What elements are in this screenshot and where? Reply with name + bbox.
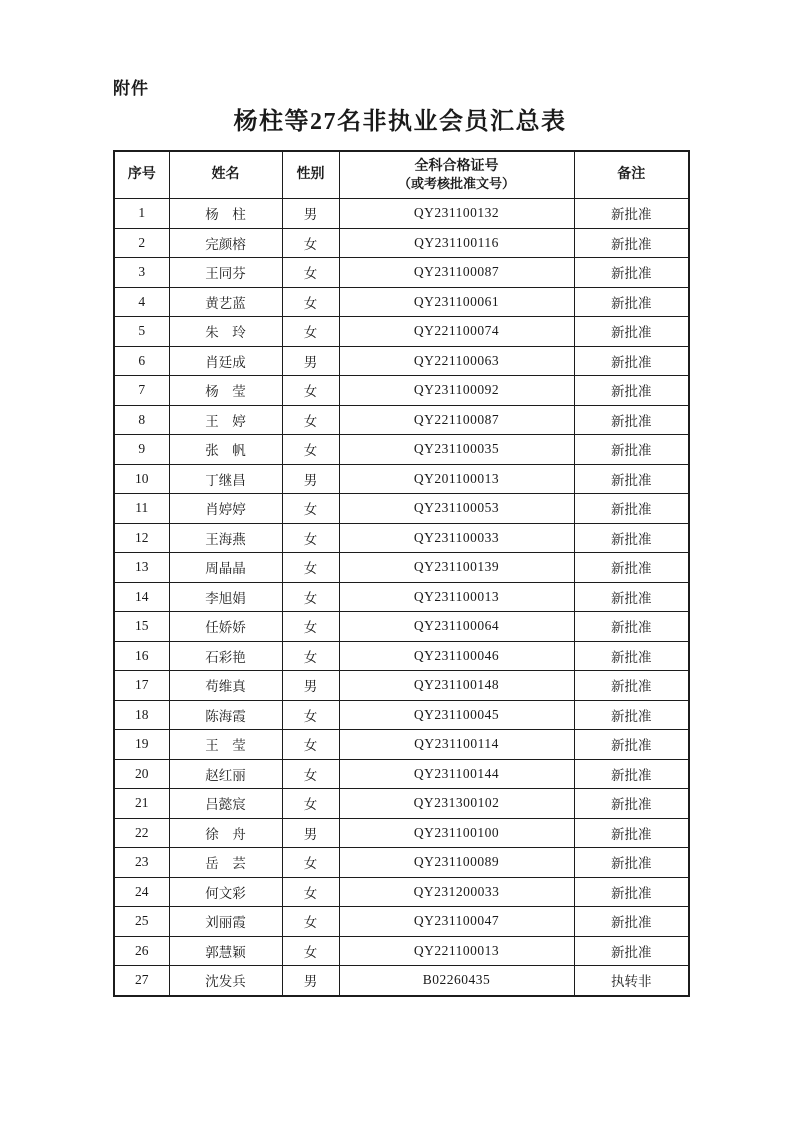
cell-remark: 新批准 <box>574 641 689 671</box>
cell-name: 王海燕 <box>169 523 282 553</box>
cell-name: 徐 舟 <box>169 818 282 848</box>
table-row <box>114 759 689 789</box>
cell-name: 杨 柱 <box>169 199 282 229</box>
cell-gender: 女 <box>282 523 339 553</box>
cell-cert: QY231100035 <box>339 435 574 465</box>
cell-no: 7 <box>114 376 169 406</box>
cell-gender: 女 <box>282 936 339 966</box>
cell-no: 13 <box>114 553 169 583</box>
cell-no: 8 <box>114 405 169 435</box>
table-row <box>114 199 689 229</box>
cell-remark: 新批准 <box>574 848 689 878</box>
cell-remark: 新批准 <box>574 405 689 435</box>
cell-cert: QY231100148 <box>339 671 574 701</box>
cell-gender: 女 <box>282 612 339 642</box>
cell-no: 6 <box>114 346 169 376</box>
member-table-container <box>113 150 690 997</box>
cell-cert: QY231100132 <box>339 199 574 229</box>
cell-gender: 男 <box>282 671 339 701</box>
table-row <box>114 612 689 642</box>
cell-remark: 新批准 <box>574 553 689 583</box>
table-row <box>114 936 689 966</box>
cell-gender: 女 <box>282 494 339 524</box>
cell-name: 肖廷成 <box>169 346 282 376</box>
cell-no: 1 <box>114 199 169 229</box>
table-row <box>114 494 689 524</box>
cell-no: 14 <box>114 582 169 612</box>
cell-cert: QY231100047 <box>339 907 574 937</box>
cell-remark: 新批准 <box>574 523 689 553</box>
table-row <box>114 346 689 376</box>
table-row <box>114 966 689 996</box>
cell-remark: 新批准 <box>574 877 689 907</box>
cell-no: 19 <box>114 730 169 760</box>
cell-gender: 女 <box>282 641 339 671</box>
table-row <box>114 553 689 583</box>
cell-no: 23 <box>114 848 169 878</box>
member-table <box>113 150 690 997</box>
cell-gender: 女 <box>282 848 339 878</box>
cell-no: 20 <box>114 759 169 789</box>
cell-cert: QY231100013 <box>339 582 574 612</box>
cell-cert: QY221100013 <box>339 936 574 966</box>
cell-gender: 女 <box>282 317 339 347</box>
cell-remark: 新批准 <box>574 199 689 229</box>
cell-name: 苟维真 <box>169 671 282 701</box>
header-cert-line2: （或考核批准文号） <box>397 175 515 191</box>
cell-name: 黄艺蓝 <box>169 287 282 317</box>
cell-name: 张 帆 <box>169 435 282 465</box>
cell-remark: 新批准 <box>574 730 689 760</box>
cell-name: 赵红丽 <box>169 759 282 789</box>
cell-cert: QY221100063 <box>339 346 574 376</box>
cell-cert: QY231100087 <box>339 258 574 288</box>
cell-cert: QY231100033 <box>339 523 574 553</box>
cell-remark: 新批准 <box>574 435 689 465</box>
header-no: 序号 <box>114 151 169 199</box>
cell-gender: 女 <box>282 258 339 288</box>
table-row <box>114 317 689 347</box>
cell-gender: 女 <box>282 376 339 406</box>
cell-name: 任娇娇 <box>169 612 282 642</box>
cell-name: 李旭娟 <box>169 582 282 612</box>
header-cert <box>339 151 574 199</box>
cell-gender: 女 <box>282 287 339 317</box>
table-row <box>114 258 689 288</box>
cell-no: 9 <box>114 435 169 465</box>
cell-gender: 女 <box>282 700 339 730</box>
cell-no: 27 <box>114 966 169 996</box>
cell-name: 石彩艳 <box>169 641 282 671</box>
cell-cert: QY231100089 <box>339 848 574 878</box>
cell-remark: 新批准 <box>574 582 689 612</box>
cell-cert: QY231100116 <box>339 228 574 258</box>
header-row <box>114 151 689 199</box>
cell-gender: 女 <box>282 730 339 760</box>
cell-no: 2 <box>114 228 169 258</box>
cell-no: 17 <box>114 671 169 701</box>
cell-gender: 女 <box>282 228 339 258</box>
cell-name: 丁继昌 <box>169 464 282 494</box>
cell-no: 4 <box>114 287 169 317</box>
table-row <box>114 877 689 907</box>
table-row <box>114 582 689 612</box>
cell-gender: 女 <box>282 907 339 937</box>
cell-cert: QY221100087 <box>339 405 574 435</box>
cell-no: 11 <box>114 494 169 524</box>
cell-name: 郭慧颖 <box>169 936 282 966</box>
cell-remark: 新批准 <box>574 612 689 642</box>
table-row <box>114 671 689 701</box>
cell-name: 何文彩 <box>169 877 282 907</box>
cell-cert: QY231100045 <box>339 700 574 730</box>
cell-cert: QY221100074 <box>339 317 574 347</box>
table-row <box>114 907 689 937</box>
cell-no: 18 <box>114 700 169 730</box>
cell-remark: 新批准 <box>574 376 689 406</box>
cell-name: 沈发兵 <box>169 966 282 996</box>
cell-no: 3 <box>114 258 169 288</box>
cell-no: 10 <box>114 464 169 494</box>
cell-no: 16 <box>114 641 169 671</box>
cell-remark: 新批准 <box>574 759 689 789</box>
cell-gender: 男 <box>282 818 339 848</box>
table-row <box>114 641 689 671</box>
cell-gender: 女 <box>282 553 339 583</box>
cell-no: 25 <box>114 907 169 937</box>
cell-gender: 男 <box>282 464 339 494</box>
page-title: 杨柱等27名非执业会员汇总表 <box>233 109 567 135</box>
cell-gender: 女 <box>282 405 339 435</box>
cell-cert: QY231100064 <box>339 612 574 642</box>
cell-remark: 执转非 <box>574 966 689 996</box>
cell-remark: 新批准 <box>574 287 689 317</box>
cell-cert: B02260435 <box>339 966 574 996</box>
cell-no: 26 <box>114 936 169 966</box>
cell-no: 12 <box>114 523 169 553</box>
cell-cert: QY231100100 <box>339 818 574 848</box>
cell-gender: 女 <box>282 789 339 819</box>
cell-remark: 新批准 <box>574 346 689 376</box>
cell-cert: QY231100139 <box>339 553 574 583</box>
cell-name: 吕懿宸 <box>169 789 282 819</box>
cell-name: 完颜榕 <box>169 228 282 258</box>
attachment-label: 附件 <box>113 79 149 98</box>
cell-gender: 男 <box>282 346 339 376</box>
cell-remark: 新批准 <box>574 494 689 524</box>
table-row <box>114 464 689 494</box>
cell-cert: QY231300102 <box>339 789 574 819</box>
cell-gender: 男 <box>282 199 339 229</box>
cell-remark: 新批准 <box>574 789 689 819</box>
cell-cert: QY231100092 <box>339 376 574 406</box>
cell-name: 陈海霞 <box>169 700 282 730</box>
cell-no: 24 <box>114 877 169 907</box>
cell-remark: 新批准 <box>574 936 689 966</box>
cell-remark: 新批准 <box>574 671 689 701</box>
cell-cert: QY231100053 <box>339 494 574 524</box>
cell-cert: QY231100144 <box>339 759 574 789</box>
cell-name: 肖婷婷 <box>169 494 282 524</box>
cell-cert: QY231100114 <box>339 730 574 760</box>
header-cert-line1: 全科合格证号 <box>414 158 499 174</box>
cell-no: 21 <box>114 789 169 819</box>
header-name: 姓名 <box>169 151 282 199</box>
table-row <box>114 523 689 553</box>
table-row <box>114 287 689 317</box>
cell-remark: 新批准 <box>574 700 689 730</box>
cell-gender: 女 <box>282 877 339 907</box>
table-row <box>114 700 689 730</box>
cell-name: 周晶晶 <box>169 553 282 583</box>
cell-name: 刘丽霞 <box>169 907 282 937</box>
cell-cert: QY201100013 <box>339 464 574 494</box>
table-row <box>114 376 689 406</box>
table-body <box>114 199 689 996</box>
table-row <box>114 435 689 465</box>
cell-name: 王 婷 <box>169 405 282 435</box>
cell-no: 15 <box>114 612 169 642</box>
cell-remark: 新批准 <box>574 317 689 347</box>
cell-gender: 女 <box>282 582 339 612</box>
cell-gender: 女 <box>282 435 339 465</box>
cell-remark: 新批准 <box>574 464 689 494</box>
table-row <box>114 405 689 435</box>
header-remark: 备注 <box>574 151 689 199</box>
cell-cert: QY231100061 <box>339 287 574 317</box>
cell-gender: 女 <box>282 759 339 789</box>
cell-remark: 新批准 <box>574 818 689 848</box>
cell-no: 22 <box>114 818 169 848</box>
cell-remark: 新批准 <box>574 258 689 288</box>
cell-name: 朱 玲 <box>169 317 282 347</box>
cell-name: 王同芬 <box>169 258 282 288</box>
cell-cert: QY231100046 <box>339 641 574 671</box>
cell-cert: QY231200033 <box>339 877 574 907</box>
table-row <box>114 789 689 819</box>
table-row <box>114 228 689 258</box>
cell-no: 5 <box>114 317 169 347</box>
table-row <box>114 730 689 760</box>
cell-name: 王 莹 <box>169 730 282 760</box>
cell-name: 杨 莹 <box>169 376 282 406</box>
table-header <box>114 151 689 199</box>
cell-gender: 男 <box>282 966 339 996</box>
cell-remark: 新批准 <box>574 907 689 937</box>
header-gender: 性别 <box>282 151 339 199</box>
cell-name: 岳 芸 <box>169 848 282 878</box>
table-row <box>114 848 689 878</box>
cell-remark: 新批准 <box>574 228 689 258</box>
table-row <box>114 818 689 848</box>
